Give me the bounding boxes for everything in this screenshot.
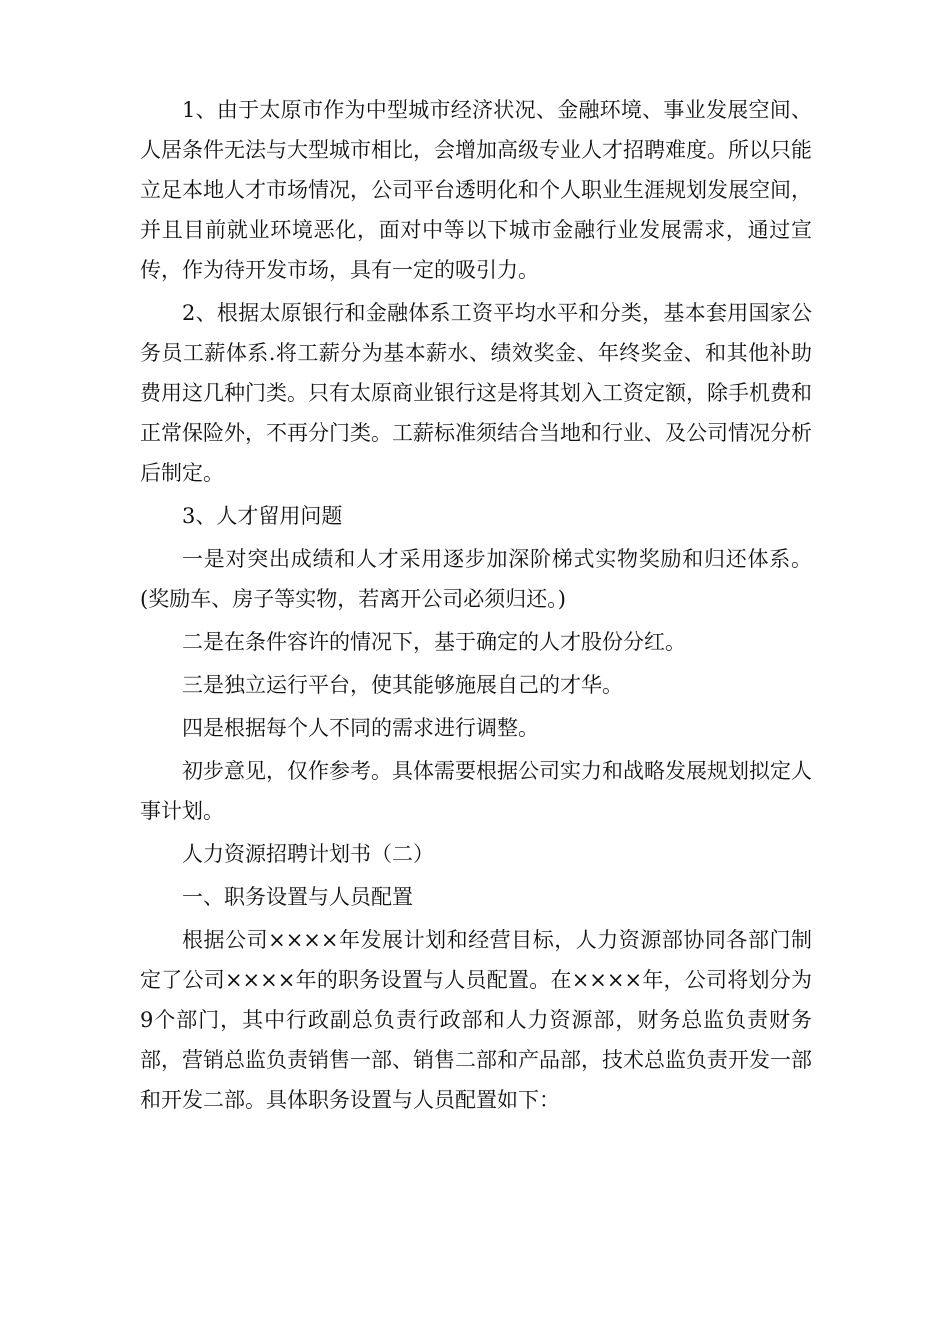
paragraph-retention-item-3: 三是独立运行平台，使其能够施展自己的才华。 [182,673,623,697]
paragraph-retention-item-1: 一是对突出成绩和人才采用逐步加深阶梯式实物奖励和归还体系。(奖励车、房子等实物，若离开公司必须归还。) [140,547,812,611]
subsection-heading: 一、职务设置与人员配置 [182,885,413,909]
paragraph-retention-item-2: 二是在条件容许的情况下，基于确定的人才股份分红。 [182,630,686,654]
paragraph-preliminary-opinion: 初步意见，仅作参考。具体需要根据公司实力和战略发展规划拟定人事计划。 [140,759,812,823]
paragraph-retention-item-4: 四是根据每个人不同的需求进行调整。 [182,716,539,740]
section-title: 人力资源招聘计划书（二） [182,842,434,866]
paragraph-job-setup: 根据公司××××年发展计划和经营目标，人力资源部协同各部门制定了公司××××年的职务设置与人员配置。在××××年，公司将划分为9个部门，其中行政副总负责行政部和人力资源部，财务总监负责财务部，营销总监负责销售一部、销售二部和产品部，技术总监负责开发一部和开发二部。具体职务设置与人员配置如下： [140,928,812,1112]
paragraph-salary-system: 2、根据太原银行和金融体系工资平均水平和分类，基本套用国家公务员工薪体系.将工薪分为基本薪水、绩效奖金、年终奖金、和其他补助费用这几种门类。只有太原商业银行这是将其划入工资定额，除手机费和正常保险外，不再分门类。工薪标准须结合当地和行业、及公司情况分析后制定。 [140,301,812,485]
paragraph-city-conditions: 1、由于太原市作为中型城市经济状况、金融环境、事业发展空间、人居条件无法与大型城市相比，会增加高级专业人才招聘难度。所以只能立足本地人才市场情况，公司平台透明化和个人职业生涯规划发展空间，并且目前就业环境恶化，面对中等以下城市金融行业发展需求，通过宣传，作为待开发市场，具有一定的吸引力。 [140,98,812,282]
document-body [140,90,812,1123]
paragraph-retention-heading: 3、人才留用问题 [182,504,343,528]
